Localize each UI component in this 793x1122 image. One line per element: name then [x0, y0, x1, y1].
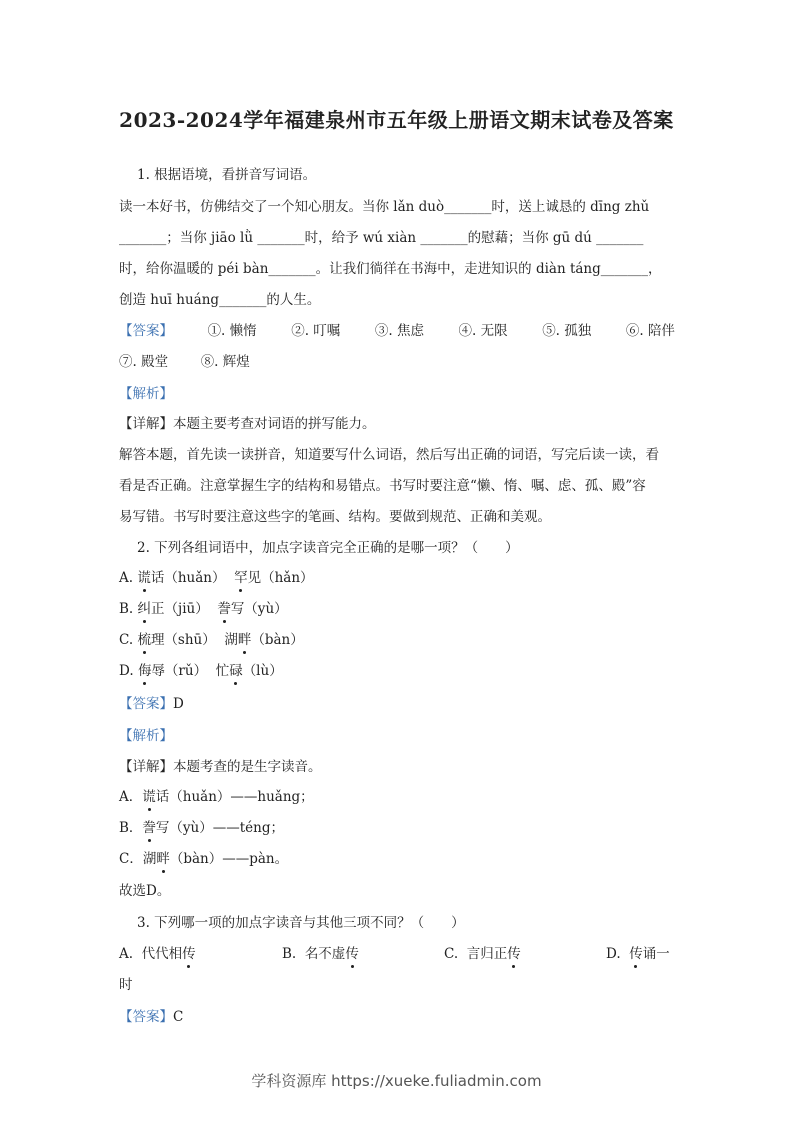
dotted-char: 纠 — [137, 601, 152, 617]
q2-conclusion: 故选D。 — [119, 883, 171, 899]
q1-explain-line-2: 看是否正确。注意掌握生字的结构和易错点。书写时要注意“懒、惰、嘱、虑、孤、殿”容 — [119, 478, 646, 494]
dotted-char: 传 — [182, 946, 196, 962]
dotted-char: 传 — [629, 946, 643, 962]
dotted-char: 畔 — [156, 851, 170, 867]
dotted-char: 碌 — [229, 663, 243, 679]
q1-text-line-1: 读一本好书，仿佛结交了一个知心朋友。当你 lǎn duò_______时，送上诚恳的 dīng zhǔ — [119, 199, 650, 215]
dotted-char: 梳 — [137, 632, 151, 648]
dotted-char: 誊 — [142, 820, 156, 836]
detail-tag: 【详解】 — [119, 759, 173, 775]
q3-answer — [119, 1007, 675, 1027]
q3-option-d: D. 传诵一 — [606, 946, 670, 962]
dotted-char: 谎 — [142, 789, 156, 805]
option-letter: D. — [119, 663, 134, 679]
q1-answer-4: ④. 无限 — [458, 323, 508, 339]
q1-answer-3: ③. 焦虑 — [374, 323, 424, 339]
footer-watermark: 学科资源库 https://xueke.fuliadmin.com — [251, 1072, 542, 1090]
q3-answer-value: C — [173, 1009, 184, 1025]
dotted-char: 罕 — [234, 570, 248, 586]
q1-detail-text: 本题主要考查对词语的拼写能力。 — [173, 416, 376, 432]
q2-explain-c: C．湖畔（bàn）——pàn。 — [119, 851, 289, 867]
q3-prompt: 3. 下列哪一项的加点字读音与其他三项不同？（ ） — [137, 915, 465, 931]
q1-explain-line-3: 易写错。书写时要注意这些字的笔画、结构。要做到规范、正确和美观。 — [119, 509, 551, 525]
q1-text-line-4: 创造 huī huáng_______的人生。 — [119, 292, 321, 308]
q2-analysis-tag: 【解析】 — [119, 728, 173, 744]
q1-text-line-2: _______；当你 jiāo lǜ _______时，给予 wú xiàn _______的慰藉；当你 gū dú _______ — [119, 230, 644, 246]
q2-detail-text: 本题考查的是生字读音。 — [173, 759, 322, 775]
dotted-char: 传 — [345, 946, 359, 962]
q2-option-c: C. 梳理（shū） 湖畔（bàn） — [119, 632, 304, 648]
q3-option-d-continued: 时 — [119, 977, 133, 993]
q2-prompt: 2. 下列各组词语中，加点字读音完全正确的是哪一项？（ ） — [137, 540, 519, 556]
q2-explain-a: A．谎话（huǎn）——huǎng； — [119, 789, 314, 805]
q1-answer-row — [119, 321, 675, 341]
answer-tag: 【答案】 — [119, 1009, 173, 1025]
q2-answer-value: D — [173, 696, 184, 712]
option-letter: A. — [119, 570, 134, 586]
q1-detail — [119, 414, 675, 434]
q1-text-line-3: 时，给你温暖的 péi bàn_______。让我们徜徉在书海中，走进知识的 diàn táng_______， — [119, 261, 662, 277]
q2-option-a: A. 谎话（huǎn） 罕见（hǎn） — [119, 570, 314, 586]
q1-answer-6: ⑥. 陪伴 — [625, 323, 675, 339]
q1-answer-2: ②. 叮嘱 — [291, 323, 341, 339]
answer-tag: 【答案】 — [119, 323, 173, 339]
dotted-char: 誊 — [217, 601, 231, 617]
q1-explain-line-1: 解答本题，首先读一读拼音，知道要写什么词语，然后写出正确的词语，写完后读一读，看 — [119, 447, 659, 463]
q2-option-b: B. 纠正（jiū） 誊写（yù） — [119, 601, 288, 617]
q1-answer-row-2 — [119, 352, 675, 372]
q1-answer-1: ①. 懒惰 — [207, 323, 257, 339]
dotted-char: 传 — [507, 946, 521, 962]
q3-option-c: C. 言归正传 — [444, 946, 521, 962]
q1-analysis-tag: 【解析】 — [119, 386, 173, 402]
q1-answer-7: ⑦. 殿堂 — [119, 354, 169, 370]
option-letter: B. — [119, 601, 134, 617]
q2-detail — [119, 757, 675, 777]
answer-tag: 【答案】 — [119, 696, 173, 712]
q3-option-b: B. 名不虚传 — [282, 946, 359, 962]
q3-option-a: A. 代代相传 — [119, 946, 196, 962]
q1-prompt: 1. 根据语境，看拼音写词语。 — [137, 167, 317, 183]
q1-answer-5: ⑤. 孤独 — [542, 323, 592, 339]
q1-answer-8: ⑧. 辉煌 — [200, 354, 250, 370]
q2-option-d: D. 侮辱（rǔ） 忙碌（lù） — [119, 663, 283, 679]
option-letter: C. — [119, 632, 134, 648]
q2-explain-b: B．誊写（yù）——téng； — [119, 820, 284, 836]
document-title: 2023-2024学年福建泉州市五年级上册语文期末试卷及答案 — [119, 108, 674, 132]
detail-tag: 【详解】 — [119, 416, 173, 432]
dotted-char: 谎 — [137, 570, 151, 586]
dotted-char: 侮 — [137, 663, 152, 679]
dotted-char: 畔 — [237, 632, 252, 648]
q2-answer — [119, 694, 675, 714]
